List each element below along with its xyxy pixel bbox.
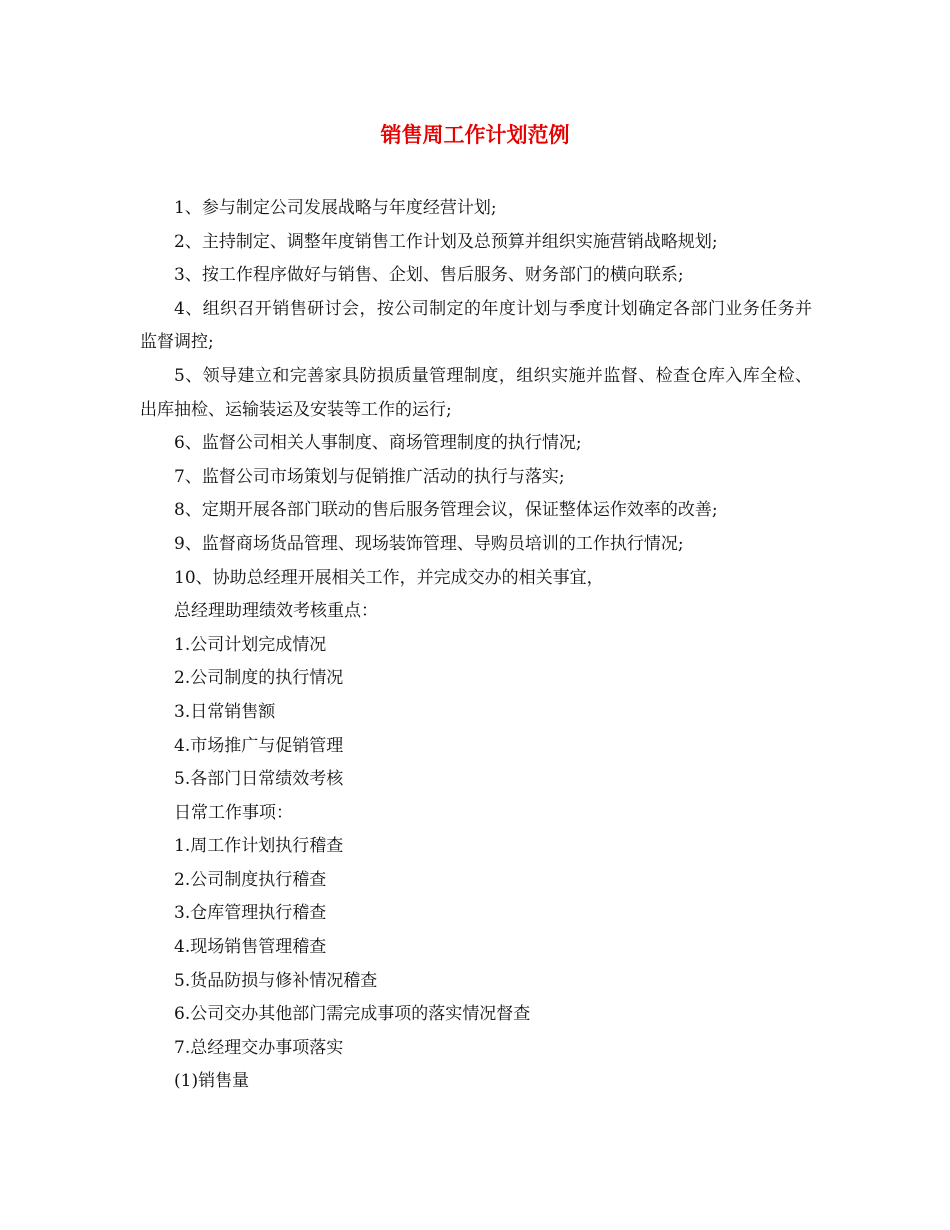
document-title: 销售周工作计划范例 [380, 123, 570, 147]
list-item: 2.公司制度的执行情况 [174, 668, 344, 689]
paragraph: 3、按工作程序做好与销售、企划、售后服务、财务部门的横向联系; [174, 265, 684, 286]
paragraph: 6、监督公司相关人事制度、商场管理制度的执行情况; [174, 433, 582, 454]
list-item: 7.总经理交办事项落实 [174, 1037, 344, 1058]
list-item: 1.周工作计划执行稽查 [174, 836, 344, 857]
list-item: 5.各部门日常绩效考核 [174, 769, 344, 790]
paragraph: 1、参与制定公司发展战略与年度经营计划; [174, 198, 497, 218]
list-item: 1.公司计划完成情况 [174, 634, 327, 655]
paragraph: 8、定期开展各部门联动的售后服务管理会议，保证整体运作效率的改善; [174, 500, 718, 521]
paragraph: 9、监督商场货品管理、现场装饰管理、导购员培训的工作执行情况; [174, 533, 684, 554]
paragraph: 2、主持制定、调整年度销售工作计划及总预算并组织实施营销战略规划; [174, 231, 718, 252]
paragraph: 7、监督公司市场策划与促销推广活动的执行与落实; [174, 466, 565, 487]
list-item: 3.仓库管理执行稽查 [174, 903, 327, 924]
paragraph: 4、组织召开销售研讨会，按公司制定的年度计划与季度计划确定各部门业务任务并监督调控; [140, 298, 812, 353]
list-item: 3.日常销售额 [174, 701, 276, 722]
list-item: 6.公司交办其他部门需完成事项的落实情况督查 [174, 1004, 531, 1025]
list-item: 2.公司制度执行稽查 [174, 869, 327, 890]
paragraph: 5、领导建立和完善家具防损质量管理制度，组织实施并监督、检查仓库入库全检、出库抽检、运输装运及安装等工作的运行; [140, 365, 812, 420]
document-body [140, 192, 812, 1099]
section-heading: 日常工作事项： [174, 802, 293, 823]
list-item: 4.现场销售管理稽查 [174, 937, 327, 958]
section-heading: 总经理助理绩效考核重点： [174, 601, 378, 622]
list-item: 5.货品防损与修补情况稽查 [174, 970, 378, 991]
paragraph: 10、协助总经理开展相关工作，并完成交办的相关事宜， [174, 567, 604, 588]
list-item: (1)销售量 [174, 1071, 250, 1092]
list-item: 4.市场推广与促销管理 [174, 735, 344, 756]
